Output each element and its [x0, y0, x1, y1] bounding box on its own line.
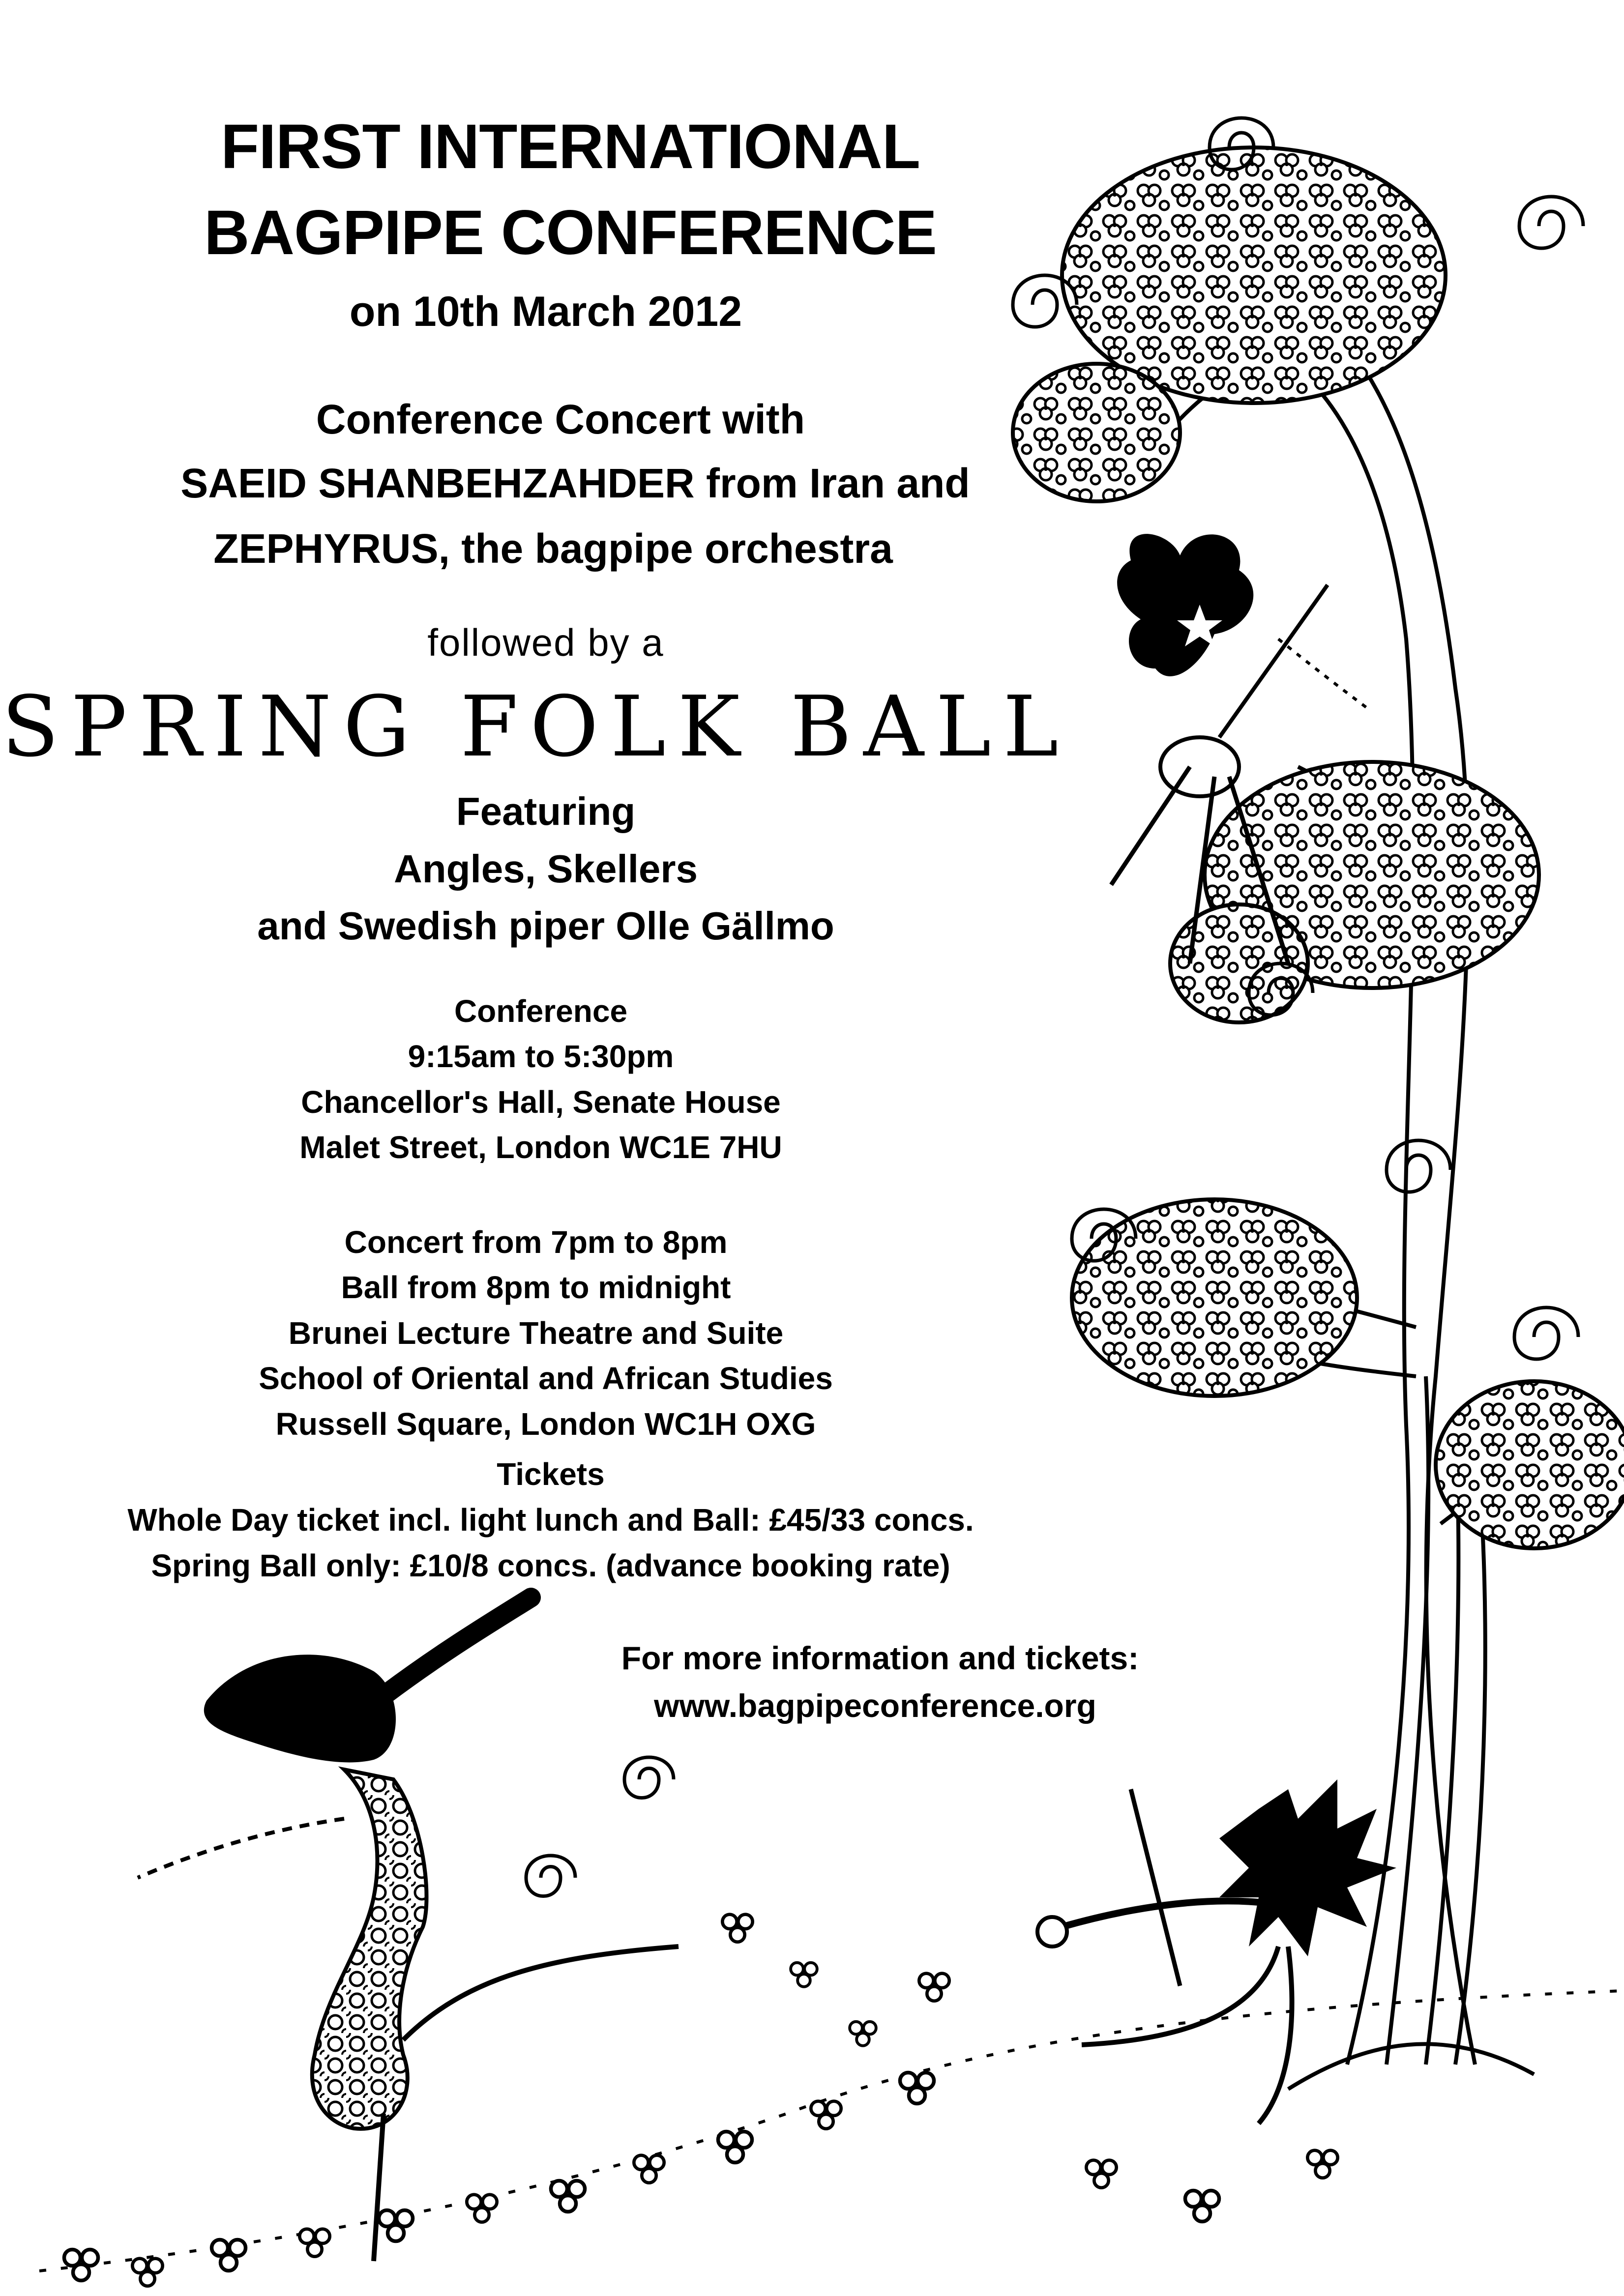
featuring-label: Featuring	[456, 789, 636, 833]
ball-time: Ball from 8pm to midnight	[341, 1270, 731, 1305]
conference-time: 9:15am to 5:30pm	[408, 1039, 674, 1074]
concert-performer-1: SAEID SHANBEHZAHDER from Iran and	[180, 460, 970, 506]
evening-address: Russell Square, London WC1H OXG	[275, 1406, 816, 1442]
evening-venue-2: School of Oriental and African Studies	[259, 1361, 833, 1396]
concert-time: Concert from 7pm to 8pm	[344, 1224, 728, 1260]
website-link[interactable]: www.bagpipeconference.org	[654, 1687, 1096, 1724]
tickets-label: Tickets	[497, 1456, 605, 1492]
concert-intro: Conference Concert with	[316, 396, 805, 442]
fiddler-figure-icon	[1037, 1779, 1396, 2123]
conference-venue: Chancellor's Hall, Senate House	[301, 1084, 781, 1120]
more-info-text: For more information and tickets:	[621, 1640, 1139, 1676]
event-date: on 10th March 2012	[349, 288, 742, 335]
ground-flowers	[39, 1915, 1624, 2286]
title-line-1: FIRST INTERNATIONAL	[220, 112, 920, 182]
ball-performers-1: Angles, Skellers	[393, 847, 698, 891]
spring-folk-ball-title: SPRING FOLK BALL	[1, 678, 1070, 776]
concert-performer-2: ZEPHYRUS, the bagpipe orchestra	[213, 525, 893, 572]
ball-performers-2: and Swedish piper Olle Gällmo	[257, 904, 834, 948]
evening-venue-1: Brunei Lecture Theatre and Suite	[288, 1315, 784, 1351]
tickets-ball-only: Spring Ball only: £10/8 concs. (advance booking rate)	[151, 1548, 950, 1583]
followed-by-text: followed by a	[427, 621, 664, 664]
tickets-whole-day: Whole Day ticket incl. light lunch and Ball: £45/33 concs.	[127, 1502, 974, 1538]
conference-label: Conference	[454, 993, 628, 1029]
dancer-figure-icon	[138, 1598, 679, 2261]
blossom-clusters	[1013, 147, 1624, 1548]
title-line-2: BAGPIPE CONFERENCE	[204, 198, 937, 268]
conference-address: Malet Street, London WC1E 7HU	[299, 1130, 782, 1165]
